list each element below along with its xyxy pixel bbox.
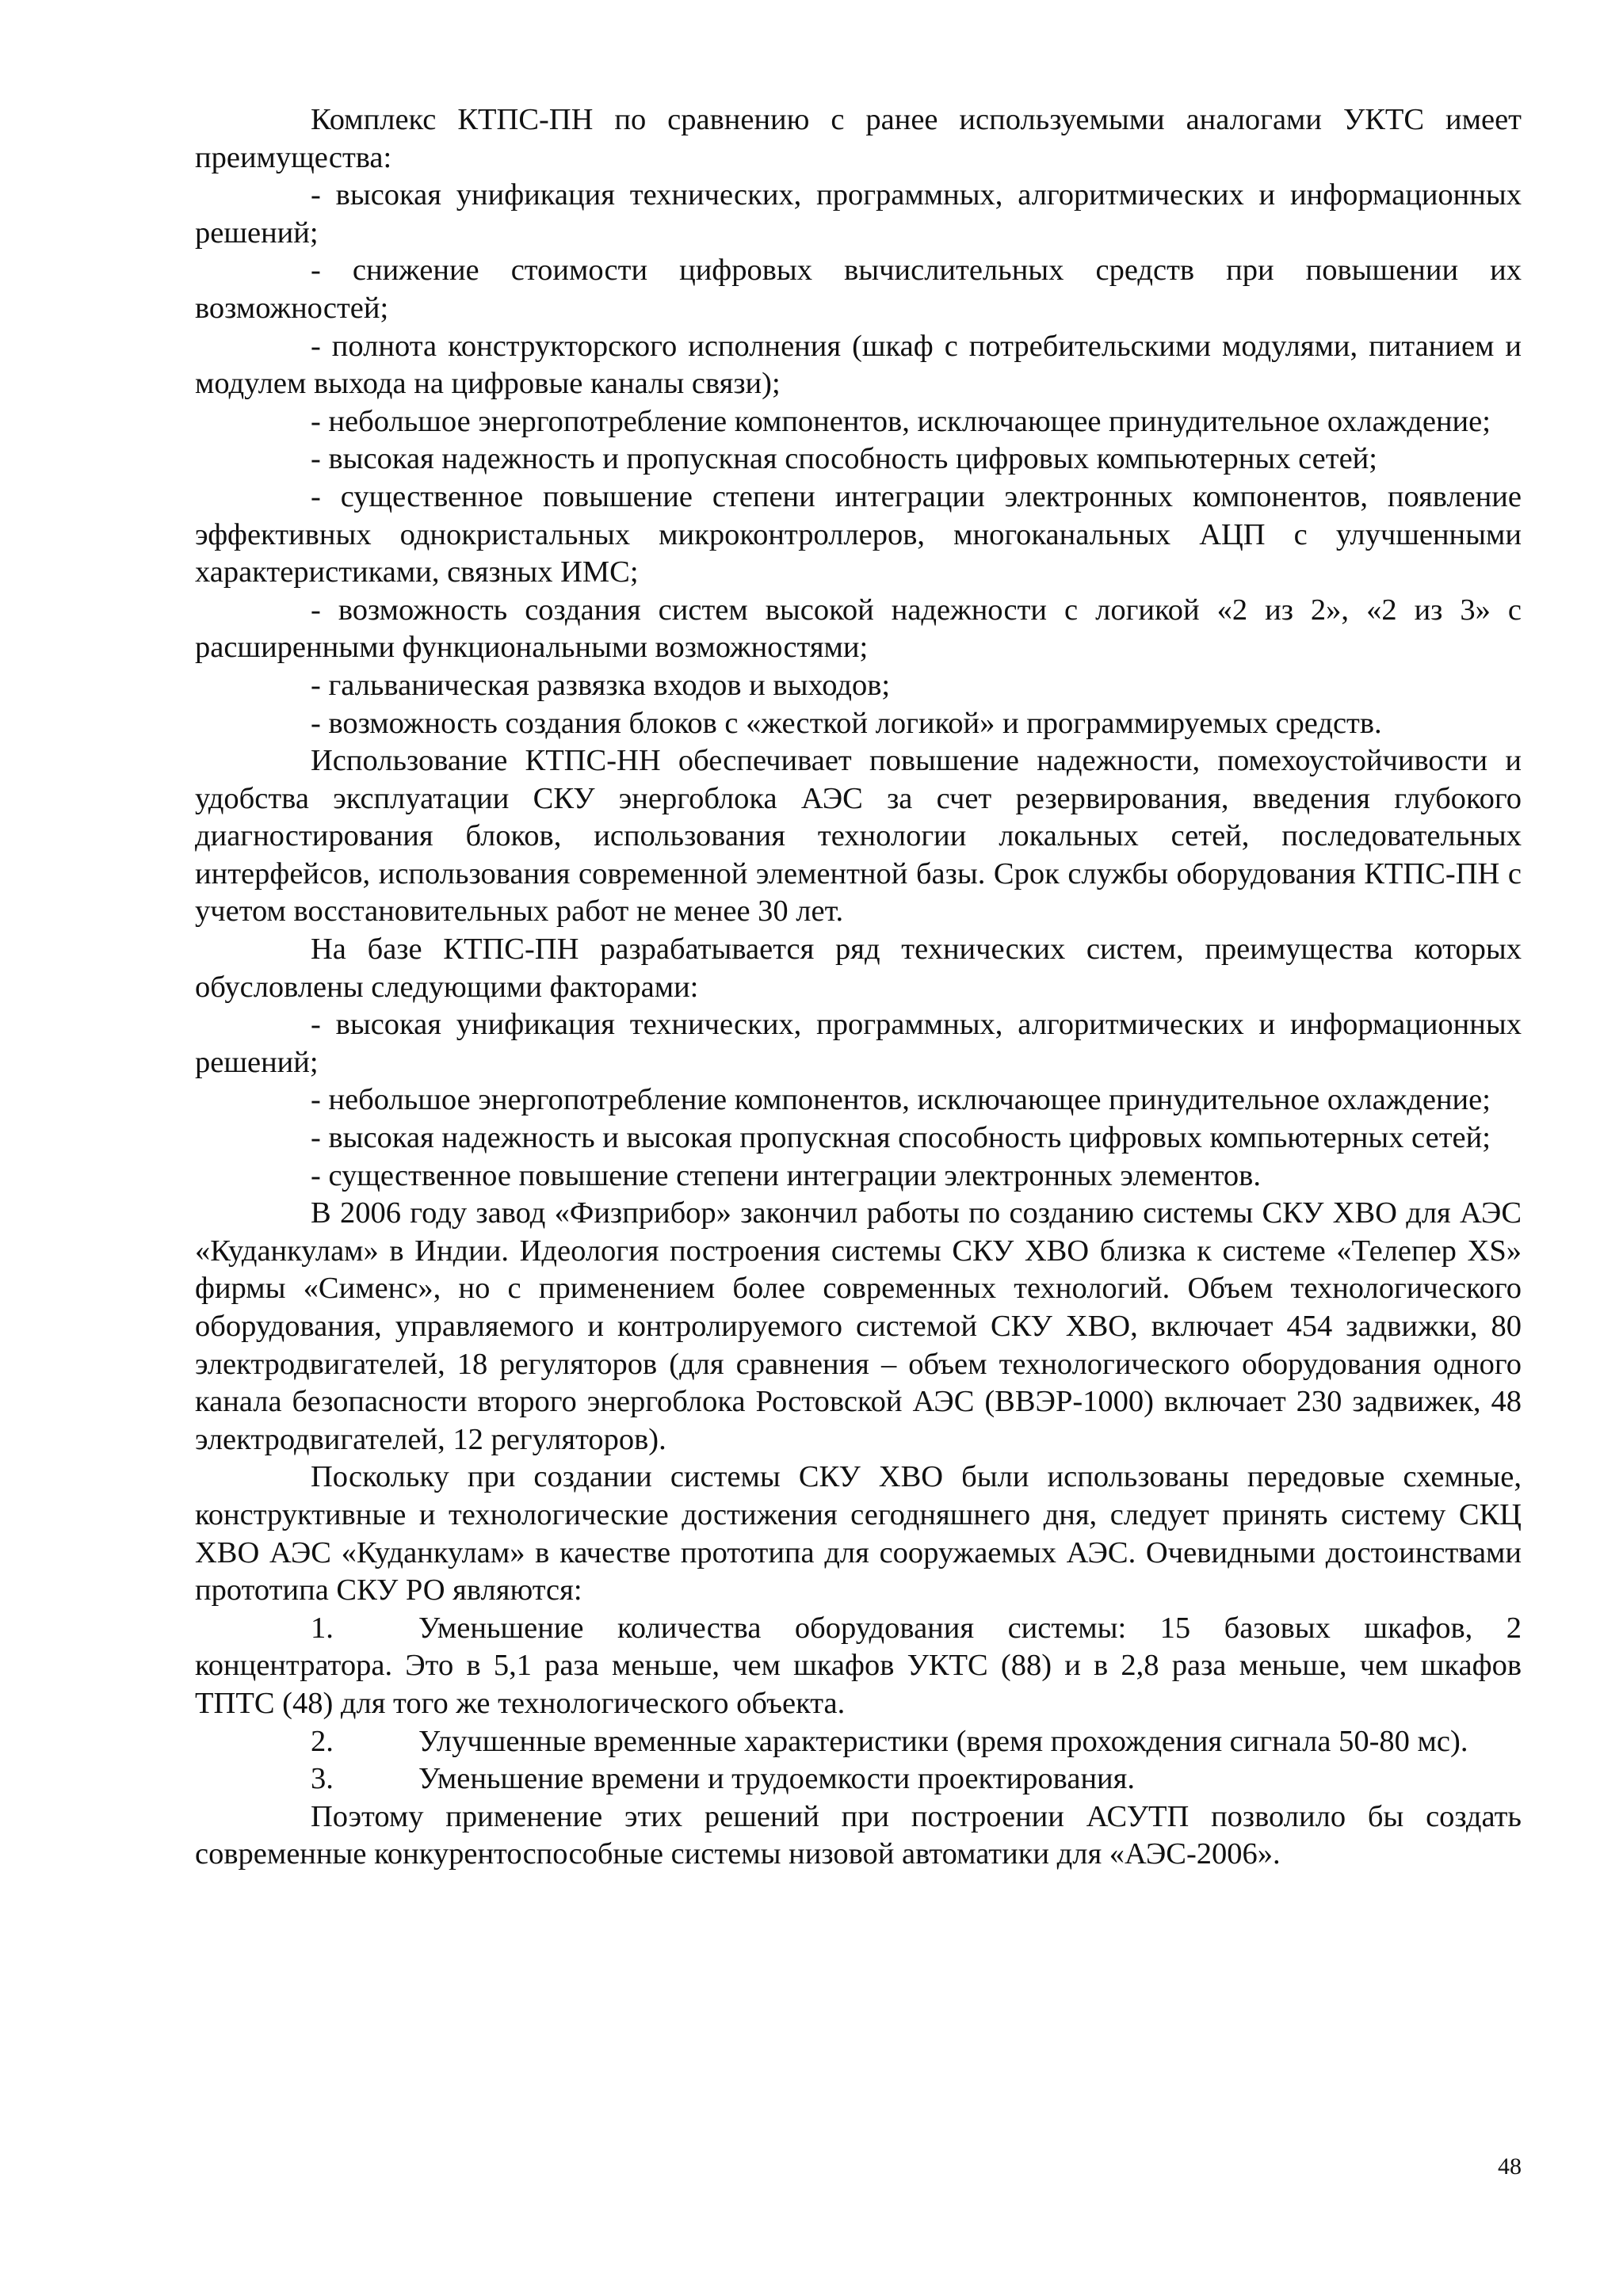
paragraph: Использование КТПС-НН обеспечивает повышение надежности, помехоустойчивости и удобства эксплуатации СКУ энергоблока АЭС за счет резервирования, введения глубокого диагностирования блоков, использования технологии локальных сетей, последовательных интерфейсов, использования современной элементной базы. Срок службы оборудования КТПС-ПН с учетом восстановительных работ не менее 30 лет. — [195, 744, 1522, 929]
bullet-item: - высокая унификация технических, программных, алгоритмических и информационных решений; — [195, 1008, 1522, 1079]
item-number: 3. — [311, 1762, 334, 1796]
bullet-item: - существенное повышение степени интеграции электронных компонентов, появление эффективных однокристальных микроконтроллеров, многоканальных АЦП с улучшенными характеристиками, связных ИМС; — [195, 479, 1522, 589]
item-text: Улучшенные временные характеристики (время прохождения сигнала 50-80 мс). — [418, 1724, 1468, 1758]
item-number: 1. — [311, 1611, 334, 1645]
paragraph: В 2006 году завод «Физприбор» закончил работы по созданию системы СКУ ХВО для АЭС «Куданкулам» в Индии. Идеология построения системы СКУ ХВО близка к системе «Телепер XS» фирмы «Сименс», но с применением более современных технологий. Объем технологического оборудования, управляемого и контролируемого системой СКУ ХВО, включает 454 задвижки, 80 электродвигателей, 18 регуляторов (для сравнения – объем технологического оборудования одного канала безопасности второго энергоблока Ростовской АЭС (ВВЭР-1000) включает 230 задвижек, 48 электродвигателей, 12 регуляторов). — [195, 1196, 1522, 1456]
item-text: Уменьшение времени и трудоемкости проектирования. — [418, 1762, 1135, 1796]
numbered-item — [195, 1610, 1522, 1723]
bullet-item: - существенное повышение степени интеграции электронных элементов. — [311, 1158, 1261, 1192]
document-body — [195, 101, 1522, 1874]
page-number: 48 — [1498, 2153, 1522, 2180]
bullet-item: - гальваническая развязка входов и выходов; — [311, 668, 891, 702]
bullet-item: - небольшое энергопотребление компонентов, исключающее принудительное охлаждение; — [311, 404, 1491, 438]
closing-paragraph: Поэтому применение этих решений при построении АСУТП позволило бы создать современные конкурентоспособные системы низовой автоматики для «АЭС-2006». — [195, 1799, 1522, 1871]
paragraph: На базе КТПС-ПН разрабатывается ряд технических систем, преимущества которых обусловлены следующими факторами: — [195, 933, 1522, 1004]
bullet-item: - высокая надежность и высокая пропускная способность цифровых компьютерных сетей; — [311, 1121, 1491, 1155]
item-number: 2. — [311, 1724, 334, 1758]
paragraph: Комплекс КТПС-ПН по сравнению с ранее используемыми аналогами УКТС имеет преимущества: — [195, 103, 1522, 174]
bullet-item: - снижение стоимости цифровых вычислительных средств при повышении их возможностей; — [195, 254, 1522, 325]
item-text: Уменьшение количества оборудования системы: 15 базовых шкафов, 2 концентратора. Это в 5,1 раза меньше, чем шкафов УКТС (88) и в 2,8 раза меньше, чем шкафов ТПТС (48) для того же технологического объекта. — [195, 1611, 1522, 1720]
paragraph: Поскольку при создании системы СКУ ХВО были использованы передовые схемные, конструктивные и технологические достижения сегодняшнего дня, следует принять систему СКЦ ХВО АЭС «Куданкулам» в качестве прототипа для сооружаемых АЭС. Очевидными достоинствами прототипа СКУ РО являются: — [195, 1460, 1522, 1608]
bullet-item: - высокая надежность и пропускная способность цифровых компьютерных сетей; — [311, 442, 1377, 476]
bullet-item: - полнота конструкторского исполнения (шкаф с потребительскими модулями, питанием и модулем выхода на цифровые каналы связи); — [195, 329, 1522, 401]
bullet-item: - небольшое энергопотребление компонентов, исключающее принудительное охлаждение; — [311, 1083, 1491, 1117]
bullet-item: - возможность создания систем высокой надежности с логикой «2 из 2», «2 из 3» с расширенными функциональными возможностями; — [195, 593, 1522, 665]
bullet-item: - возможность создания блоков с «жесткой логикой» и программируемых средств. — [311, 706, 1382, 740]
numbered-item — [195, 1723, 1522, 1761]
numbered-item — [195, 1760, 1522, 1798]
bullet-item: - высокая унификация технических, программных, алгоритмических и информационных решений; — [195, 178, 1522, 250]
